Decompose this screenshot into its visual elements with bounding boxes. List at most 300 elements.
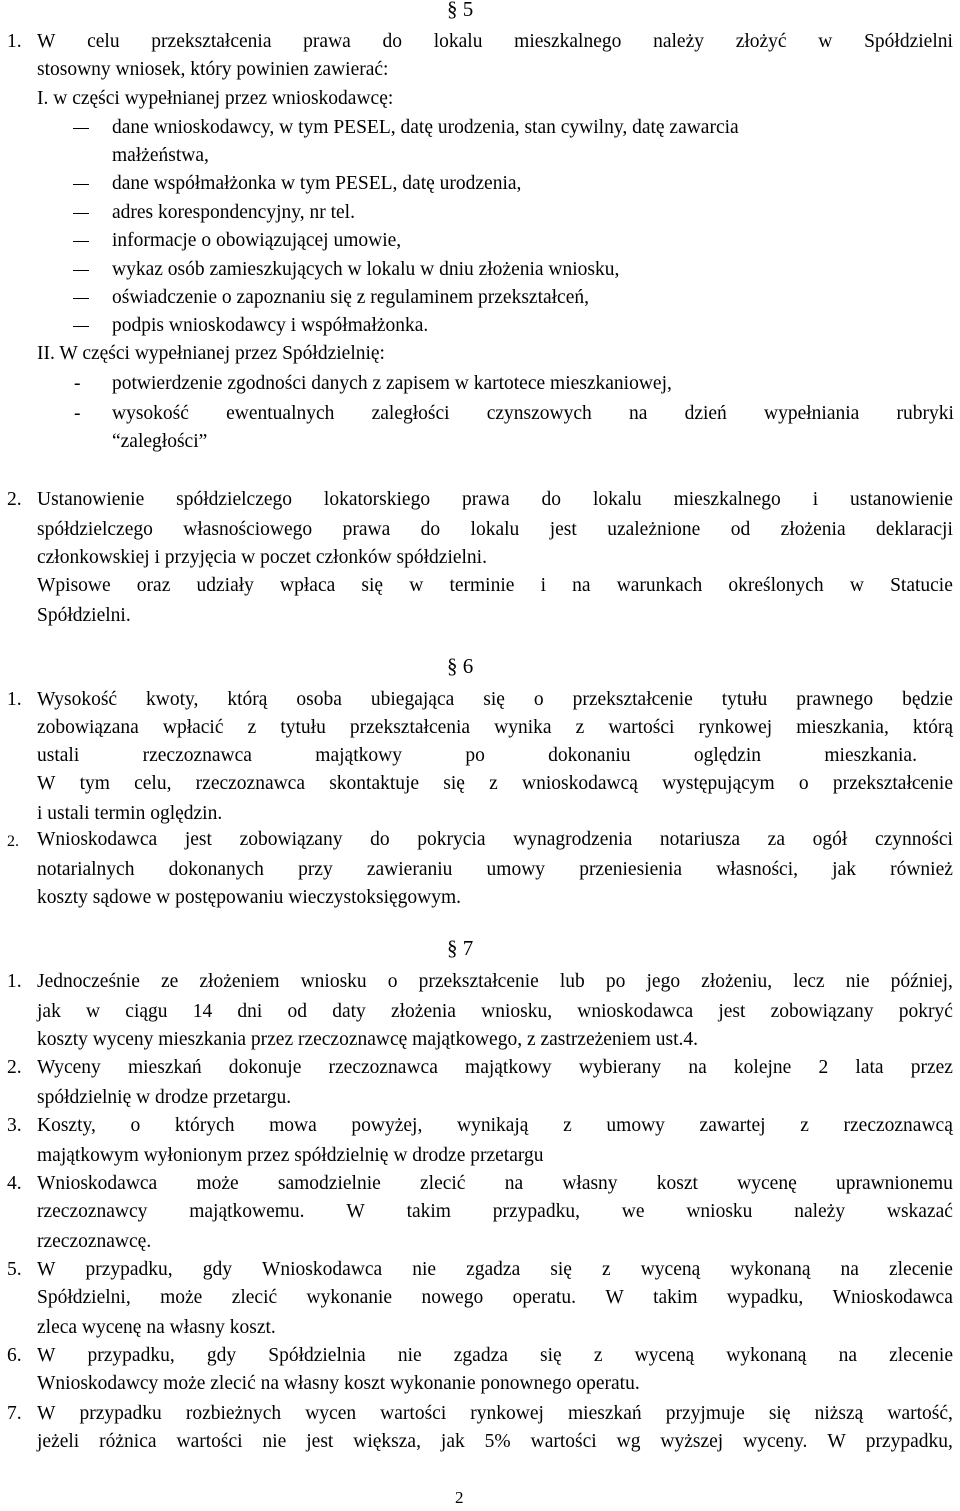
word: do xyxy=(382,31,403,52)
word: większa, xyxy=(353,1431,421,1452)
hyphen-bullet: - xyxy=(74,403,81,424)
word: Spółdzielni xyxy=(864,31,953,52)
s5-II-item-1: potwierdzenie zgodności danych z zapisem w kartotece mieszkaniowej, xyxy=(112,373,672,394)
word: takim xyxy=(406,1201,451,1222)
word: do xyxy=(541,489,562,510)
word: złożenia xyxy=(780,519,846,540)
s7-item-5-number: 5. xyxy=(7,1259,22,1280)
word: osoba xyxy=(296,689,342,710)
word: należy xyxy=(794,1201,846,1222)
word: do xyxy=(420,519,441,540)
word: do xyxy=(370,829,390,850)
word: nie xyxy=(412,1259,437,1280)
dash-bullet xyxy=(73,128,89,129)
s7-item-2-line-1 xyxy=(37,1056,953,1080)
s7-item-5-line-1 xyxy=(37,1258,953,1282)
word: W xyxy=(346,1201,365,1222)
word: W xyxy=(827,1431,846,1452)
word: majątkowy xyxy=(465,1057,552,1078)
word: deklaracji xyxy=(876,519,953,540)
s5-item-1-line-2: stosowny wniosek, który powinien zawierać: xyxy=(37,59,389,80)
word: dokonaniu xyxy=(548,745,631,766)
s6-item-2-line-2 xyxy=(37,858,953,882)
word: wpłaca xyxy=(280,575,336,596)
word: W xyxy=(37,1345,56,1366)
word: niższą xyxy=(814,1403,864,1424)
s7-item-6-number: 6. xyxy=(7,1345,22,1366)
word: wnioskodawca xyxy=(577,1001,694,1022)
word: 2 xyxy=(818,1057,829,1078)
word: dokonuje xyxy=(228,1057,302,1078)
word: w xyxy=(849,575,864,596)
word: ustanowienie xyxy=(850,489,953,510)
word: Wysokość xyxy=(37,689,118,710)
word: pokryć xyxy=(898,1001,953,1022)
word: wykonaną xyxy=(726,1345,807,1366)
word: zawartej xyxy=(699,1115,766,1136)
s7-item-6-line-1 xyxy=(37,1344,953,1368)
s6-item-2-line-1 xyxy=(37,828,953,852)
word: jak xyxy=(440,1431,465,1452)
word: przekształcenia xyxy=(151,31,272,52)
s5-II-item-2-cont: “zaległości” xyxy=(112,431,208,452)
word: z xyxy=(602,1259,611,1280)
s5-I-item-5: wykaz osób zamieszkujących w lokalu w dniu złożenia wniosku, xyxy=(112,259,620,280)
s7-item-1-line-3: koszty wyceny mieszkania przez rzeczoznawcę majątkowego, z zastrzeżeniem ust.4. xyxy=(37,1029,699,1050)
word: W xyxy=(605,1287,624,1308)
word: zlecenie xyxy=(888,1259,953,1280)
word: wysokość xyxy=(112,403,189,424)
word: operatu. xyxy=(512,1287,576,1308)
word: się xyxy=(768,1403,791,1424)
word: w xyxy=(409,575,424,596)
word: rzeczoznawca xyxy=(142,745,252,766)
word: gdy xyxy=(206,1345,237,1366)
word: za xyxy=(767,829,785,850)
word: Spółdzielni, xyxy=(37,1287,131,1308)
word: mieszkań xyxy=(568,1403,642,1424)
word: przypadku, xyxy=(492,1201,580,1222)
s7-item-7-number: 7. xyxy=(7,1403,22,1424)
s5-I-item-1-cont: małżeństwa, xyxy=(112,145,209,166)
word: rzeczoznawca xyxy=(195,773,305,794)
s5-item-2-line-3: członkowskiej i przyjęcia w poczet członków spółdzielni. xyxy=(37,547,487,568)
word: z xyxy=(575,717,585,738)
word: samodzielnie xyxy=(277,1173,381,1194)
dash-bullet xyxy=(73,326,89,327)
word: 14 xyxy=(192,1001,213,1022)
s7-item-7-line-1 xyxy=(37,1402,953,1426)
word: spółdzielczego xyxy=(37,519,153,540)
word: rzeczoznawcą xyxy=(843,1115,953,1136)
word: lub xyxy=(559,971,585,992)
s5-I-item-3: adres korespondencyjny, nr tel. xyxy=(112,202,355,223)
s5-I-item-2: dane współmałżonka w tym PESEL, datę urodzenia, xyxy=(112,173,522,194)
word: przekształcenie xyxy=(572,689,693,710)
word: przypadku, xyxy=(87,1345,175,1366)
word: tym xyxy=(79,773,110,794)
word: zawieraniu xyxy=(366,859,453,880)
s5-II-item-2 xyxy=(112,402,954,426)
word: celu, xyxy=(134,773,172,794)
word: wniosku xyxy=(300,971,367,992)
word: może xyxy=(196,1173,239,1194)
word: czynności xyxy=(874,829,953,850)
word: przeniesienia xyxy=(579,859,683,880)
word: na xyxy=(504,1173,524,1194)
word: się xyxy=(483,689,505,710)
word: lata xyxy=(855,1057,884,1078)
word: zlecić xyxy=(231,1287,278,1308)
word: jest xyxy=(184,829,212,850)
word: notariusza xyxy=(659,829,741,850)
word: się xyxy=(550,1259,572,1280)
word: Ustanowienie xyxy=(37,489,145,510)
word: powyżej, xyxy=(351,1115,423,1136)
word: prawa xyxy=(342,519,391,540)
word: Jednocześnie xyxy=(37,971,140,992)
s5-item-2-line-4 xyxy=(37,574,953,598)
s6-item-1-line-2 xyxy=(37,716,953,740)
word: dzień xyxy=(684,403,727,424)
word: przekształcenia xyxy=(349,717,471,738)
word: zobowiązany xyxy=(239,829,343,850)
s5-I-item-6: oświadczenie o zapoznaniu się z regulaminem przekształceń, xyxy=(112,287,589,308)
word: wyceną xyxy=(634,1345,695,1366)
s6-item-1-line-3 xyxy=(37,744,917,768)
word: własności, xyxy=(716,859,798,880)
s7-item-2-line-2: spółdzielnię w drodze przetargu. xyxy=(37,1087,292,1108)
s7-item-3-line-1 xyxy=(37,1114,953,1138)
word: lokalu xyxy=(592,489,642,510)
s6-item-2-number: 2. xyxy=(7,833,19,850)
word: od xyxy=(730,519,751,540)
word: wyceny. xyxy=(743,1431,808,1452)
word: również xyxy=(890,859,953,880)
word: lokalu xyxy=(433,31,483,52)
word: nie xyxy=(845,971,870,992)
word: przypadku, xyxy=(85,1259,173,1280)
s7-item-4-line-1 xyxy=(37,1172,953,1196)
s7-item-7-line-2 xyxy=(37,1430,953,1454)
word: takim xyxy=(653,1287,698,1308)
word: kwoty, xyxy=(146,689,199,710)
word: własnościowego xyxy=(183,519,313,540)
word: wyceną xyxy=(640,1259,701,1280)
word: uzależnione xyxy=(607,519,701,540)
s6-item-1-line-5: i ustali termin oględzin. xyxy=(37,803,223,824)
word: prawnego xyxy=(796,689,874,710)
dash-bullet xyxy=(73,241,89,242)
section-6-heading: § 6 xyxy=(447,654,474,678)
word: czynszowych xyxy=(486,403,592,424)
word: jak xyxy=(832,859,856,880)
word: rzeczoznawcy xyxy=(37,1201,148,1222)
word: się xyxy=(361,575,384,596)
dash-bullet xyxy=(73,184,89,185)
word: jak xyxy=(37,1001,61,1022)
word: na xyxy=(838,1345,857,1366)
word: warunkach xyxy=(616,575,703,596)
word: przy xyxy=(298,859,333,880)
s5-part-II-heading: II. W części wypełnianej przez Spółdzielnię: xyxy=(37,343,385,364)
word: na xyxy=(572,575,591,596)
word: udziały xyxy=(196,575,254,596)
word: wynagrodzenia xyxy=(513,829,633,850)
word: Wnioskodawca xyxy=(832,1287,953,1308)
word: wyższej xyxy=(660,1431,724,1452)
word: którą xyxy=(227,689,268,710)
page-number: 2 xyxy=(455,1488,464,1507)
word: majątkowemu. xyxy=(189,1201,305,1222)
word: rynkowej xyxy=(698,717,773,738)
word: wybierany xyxy=(578,1057,662,1078)
s5-I-item-1: dane wnioskodawcy, w tym PESEL, datę urodzenia, stan cywilny, datę zawarcia xyxy=(112,117,739,138)
word: Statucie xyxy=(890,575,953,596)
s7-item-1-line-2 xyxy=(37,1000,953,1024)
word: Wnioskodawca xyxy=(37,1173,158,1194)
word: ustali xyxy=(37,745,80,766)
word: umowy xyxy=(486,859,546,880)
word: określonych xyxy=(728,575,824,596)
word: wypełniania xyxy=(764,403,860,424)
word: wartość, xyxy=(887,1403,953,1424)
word: umowy xyxy=(606,1115,665,1136)
word: prawa xyxy=(461,489,510,510)
word: daty xyxy=(332,1001,366,1022)
word: 5% xyxy=(484,1431,511,1452)
s5-I-item-4: informacje o obowiązującej umowie, xyxy=(112,230,402,251)
word: wartości xyxy=(530,1431,597,1452)
word: na xyxy=(688,1057,707,1078)
word: będzie xyxy=(902,689,953,710)
word: złożyć xyxy=(735,31,787,52)
word: W xyxy=(37,1259,56,1280)
s7-item-4-line-3: rzeczoznawcę. xyxy=(37,1231,152,1252)
s7-item-1-line-1 xyxy=(37,970,953,994)
word: występującym xyxy=(662,773,775,794)
word: zlecić xyxy=(420,1173,466,1194)
section-7-heading: § 7 xyxy=(447,936,474,960)
word: z xyxy=(800,1115,809,1136)
word: z xyxy=(593,1345,603,1366)
word: ogół xyxy=(812,829,848,850)
word: jego xyxy=(646,971,681,992)
word: nie xyxy=(262,1431,287,1452)
word: przez xyxy=(910,1057,953,1078)
word: złożeniem xyxy=(199,971,280,992)
word: o xyxy=(798,773,809,794)
s7-item-3-number: 3. xyxy=(7,1115,22,1136)
word: Wnioskodawca xyxy=(37,829,158,850)
word: o xyxy=(387,971,398,992)
word: przyjmuje xyxy=(665,1403,745,1424)
word: Wnioskodawca xyxy=(261,1259,383,1280)
word: oraz xyxy=(136,575,171,596)
word: się xyxy=(443,773,465,794)
word: z xyxy=(563,1115,572,1136)
word: Wpisowe xyxy=(37,575,111,596)
word: różnica xyxy=(99,1431,157,1452)
word: i xyxy=(540,575,546,596)
word: ewentualnych xyxy=(226,403,335,424)
word: terminie xyxy=(449,575,515,596)
word: wnioskodawcą xyxy=(521,773,638,794)
s7-item-2-number: 2. xyxy=(7,1057,22,1078)
word: ze xyxy=(160,971,179,992)
word: którą xyxy=(912,717,953,738)
word: uprawnionemu xyxy=(835,1173,953,1194)
word: wniosku xyxy=(686,1201,753,1222)
word: od xyxy=(287,1001,308,1022)
word: lokatorskiego xyxy=(323,489,431,510)
dash-bullet xyxy=(73,270,89,271)
word: pokrycia xyxy=(417,829,486,850)
word: wycenę xyxy=(737,1173,797,1194)
word: wpłacić xyxy=(162,717,224,738)
word: lokalu xyxy=(470,519,520,540)
word: o xyxy=(533,689,544,710)
word: Spółdzielnia xyxy=(268,1345,366,1366)
word: Koszty, xyxy=(37,1115,96,1136)
word: mieszkalnego xyxy=(673,489,781,510)
word: jest xyxy=(718,1001,746,1022)
word: z xyxy=(489,773,498,794)
word: zobowiązana xyxy=(37,717,139,738)
word: wykonaną xyxy=(730,1259,811,1280)
word: złożenia xyxy=(390,1001,456,1022)
word: lecz xyxy=(793,971,825,992)
word: wg xyxy=(616,1431,641,1452)
word: mieszkania. xyxy=(824,745,917,766)
word: mowa xyxy=(269,1115,317,1136)
word: się xyxy=(540,1345,562,1366)
word: przypadku, xyxy=(865,1431,953,1452)
word: dni xyxy=(237,1001,263,1022)
word: zgadza xyxy=(466,1259,521,1280)
word: o xyxy=(130,1115,141,1136)
s7-item-3-line-2: majątkowym wyłonionym przez spółdzielnię w drodze przetargu xyxy=(37,1145,544,1166)
word: mieszkań xyxy=(127,1057,202,1078)
s5-item-1-number: 1. xyxy=(7,31,22,52)
word: przekształcenie xyxy=(418,971,539,992)
word: koszt xyxy=(656,1173,698,1194)
word: rozbieżnych xyxy=(185,1403,282,1424)
word: zlecenie xyxy=(889,1345,953,1366)
word: na xyxy=(840,1259,859,1280)
word: wniosku, xyxy=(481,1001,553,1022)
word: wykonanie xyxy=(306,1287,393,1308)
word: po xyxy=(605,971,626,992)
s5-item-2-line-5: Spółdzielni. xyxy=(37,605,131,626)
s6-item-1-number: 1. xyxy=(7,689,22,710)
word: nie xyxy=(397,1345,422,1366)
word: W xyxy=(37,1403,56,1424)
word: na xyxy=(628,403,648,424)
word: W xyxy=(37,31,56,52)
word: wartości xyxy=(380,1403,447,1424)
word: jest xyxy=(549,519,577,540)
s7-item-5-line-3: zleca wycenę na własny koszt. xyxy=(37,1317,276,1338)
word: w xyxy=(86,1001,101,1022)
s5-item-2-line-1 xyxy=(37,488,953,512)
word: rynkowej xyxy=(470,1403,544,1424)
word: notarialnych xyxy=(37,859,135,880)
word: wycen xyxy=(305,1403,357,1424)
word: po xyxy=(465,745,485,766)
s5-item-2-number: 2. xyxy=(7,489,22,510)
word: spółdzielczego xyxy=(176,489,293,510)
hyphen-bullet: - xyxy=(74,373,81,394)
word: jest xyxy=(306,1431,334,1452)
word: mieszkalnego xyxy=(514,31,622,52)
word: wskazać xyxy=(886,1201,953,1222)
word: przekształcenie xyxy=(832,773,953,794)
word: we xyxy=(621,1201,645,1222)
word: później, xyxy=(890,971,953,992)
dash-bullet xyxy=(73,213,89,214)
s5-part-I-heading: I. w części wypełnianej przez wnioskodawcę: xyxy=(37,88,394,109)
s7-item-5-line-2 xyxy=(37,1286,953,1310)
s7-item-6-line-2: Wnioskodawcy może zlecić na własny koszt wykonanie ponownego operatu. xyxy=(37,1373,640,1394)
word: może xyxy=(160,1287,203,1308)
word: zobowiązany xyxy=(770,1001,874,1022)
word: celu xyxy=(87,31,120,52)
word: i xyxy=(812,489,819,510)
word: mieszkania, xyxy=(796,717,889,738)
dash-bullet xyxy=(73,298,89,299)
word: oględzin xyxy=(693,745,762,766)
section-5-heading: § 5 xyxy=(447,0,474,21)
word: ciągu xyxy=(125,1001,168,1022)
s5-I-item-7: podpis wnioskodawcy i współmałżonka. xyxy=(112,315,429,336)
word: rzeczoznawca xyxy=(328,1057,438,1078)
word: nowego xyxy=(421,1287,484,1308)
s7-item-4-line-2 xyxy=(37,1200,953,1224)
word: wynikają xyxy=(456,1115,529,1136)
word: wartości xyxy=(176,1431,243,1452)
word: dokonanych xyxy=(168,859,264,880)
s6-item-2-line-3: koszty sądowe w postępowaniu wieczystoksięgowym. xyxy=(37,887,462,908)
word: tytułu xyxy=(721,689,768,710)
s5-item-2-line-2 xyxy=(37,518,953,542)
word: tytułu xyxy=(280,717,326,738)
word: ubiegająca xyxy=(370,689,455,710)
word: W xyxy=(37,773,56,794)
word: wartości xyxy=(608,717,675,738)
word: w xyxy=(818,31,833,52)
word: wypadku, xyxy=(726,1287,804,1308)
word: skontaktuje xyxy=(329,773,420,794)
word: jeżeli xyxy=(37,1431,80,1452)
word: Wyceny xyxy=(37,1057,101,1078)
word: gdy xyxy=(202,1259,232,1280)
word: kolejne xyxy=(733,1057,792,1078)
s6-item-1-line-4 xyxy=(37,772,953,796)
word: prawa xyxy=(303,31,351,52)
word: wynika xyxy=(494,717,552,738)
s6-item-1-line-1 xyxy=(37,688,953,712)
word: zaległości xyxy=(371,403,450,424)
s5-item-1-line-1 xyxy=(37,30,953,54)
word: przypadku xyxy=(79,1403,162,1424)
word: rubryki xyxy=(896,403,954,424)
word: należy xyxy=(653,31,704,52)
s7-item-1-number: 1. xyxy=(7,971,22,992)
word: których xyxy=(174,1115,235,1136)
s7-item-4-number: 4. xyxy=(7,1173,22,1194)
word: złożeniu, xyxy=(701,971,773,992)
